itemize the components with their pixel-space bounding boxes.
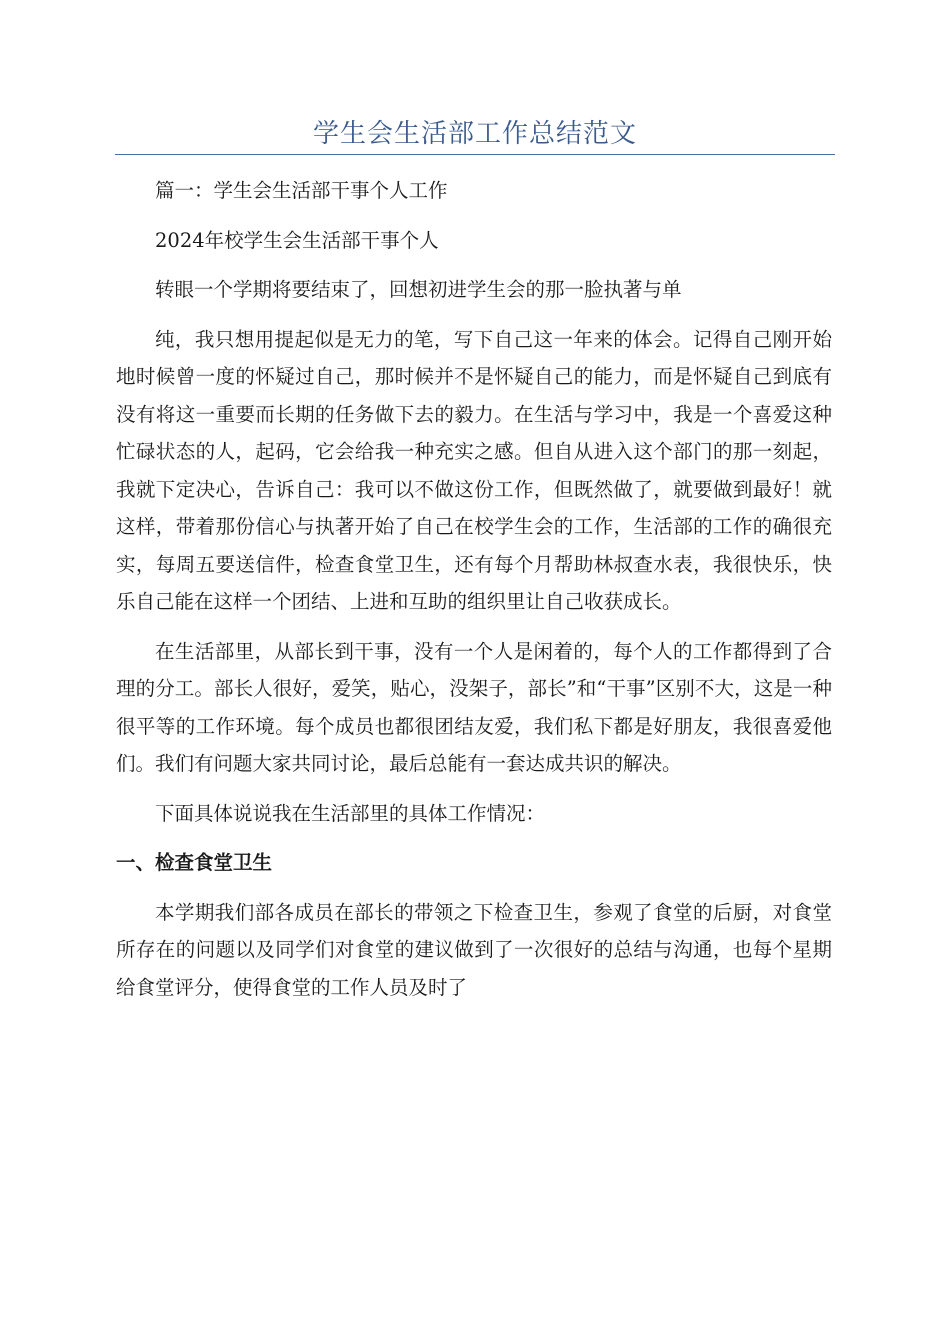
- paragraph-department: 在生活部里，从部长到干事，没有一个人是闲着的，每个人的工作都得到了合理的分工。部长人很好，爱笑，贴心，没架子，部长”和“干事”区别不大，这是一种很平等的工作环境。每个成员也都很团结友爱，我们私下都是好朋友，我很喜爱他们。我们有问题大家共同讨论，最后总能有一套达成共识的解决。: [116, 639, 832, 775]
- document-title: 学生会生活部工作总结范文: [312, 119, 637, 149]
- document-body: [116, 172, 832, 1006]
- paragraph-intro: 转眼一个学期将要结束了，回想初进学生会的那一脸执著与单: [155, 278, 682, 301]
- paragraph-canteen: 本学期我们部各成员在部长的带领之下检查卫生，参观了食堂的后厨，对食堂所存在的问题以及同学们对食堂的建议做到了一次很好的总结与沟通，也每个星期给食堂评分，使得食堂的工作人员及时了: [116, 900, 832, 999]
- paragraph-reflection: 纯，我只想用提起似是无力的笔，写下自己这一年来的体会。记得自己刚开始地时候曾一度的怀疑过自己，那时候并不是怀疑自己的能力，而是怀疑自己到底有没有将这一重要而长期的任务做下去的毅力。在生活与学习中，我是一个喜爱这种忙碌状态的人，起码，它会给我一种充实之感。但自从进入这个部门的那一刻起，我就下定决心，告诉自己：我可以不做这份工作，但既然做了，就要做到最好！就这样，带着那份信心与执著开始了自己在校学生会的工作，生活部的工作的确很充实，每周五要送信件，检查食堂卫生，还有每个月帮助林叔查水表，我很快乐，快乐自己能在这样一个团结、上进和互助的组织里让自己收获成长。: [116, 327, 832, 613]
- title-underline: [115, 154, 835, 155]
- paragraph-section-label: 篇一：学生会生活部干事个人工作: [155, 179, 448, 202]
- paragraph-subtitle: 2024年校学生会生活部干事个人: [155, 228, 439, 252]
- section-heading: 一、检查食堂卫生: [116, 851, 273, 874]
- paragraph-transition: 下面具体说说我在生活部里的具体工作情况：: [155, 801, 546, 825]
